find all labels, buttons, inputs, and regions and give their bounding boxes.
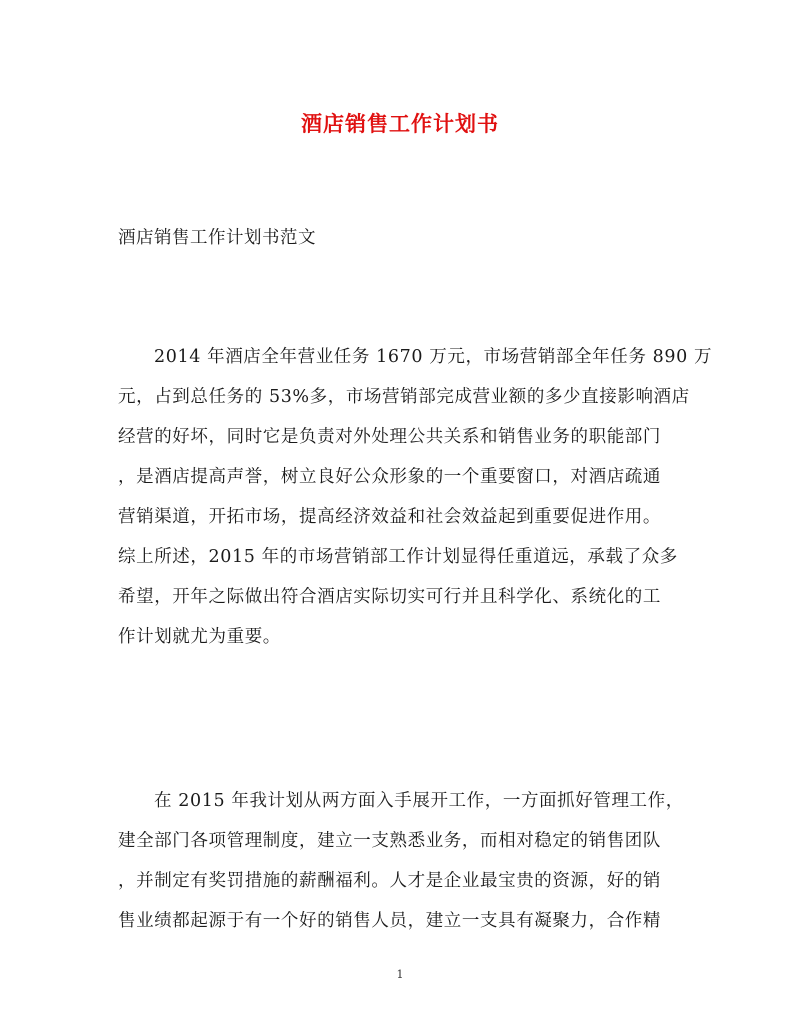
paragraph-line: 营销渠道，开拓市场，提高经济效益和社会效益起到重要促进作用。 bbox=[118, 507, 661, 527]
page-number: 1 bbox=[396, 968, 404, 981]
paragraph-1 bbox=[118, 337, 713, 657]
paragraph-2 bbox=[118, 781, 688, 941]
paragraph-line: 希望，开年之际做出符合酒店实际切实可行并且科学化、系统化的工 bbox=[118, 587, 661, 607]
paragraph-line: 经营的好坏，同时它是负责对外处理公共关系和销售业务的职能部门 bbox=[118, 427, 661, 447]
document-title: 酒店销售工作计划书 bbox=[301, 111, 499, 136]
paragraph-line: 建全部门各项管理制度，建立一支熟悉业务，而相对稳定的销售团队 bbox=[118, 831, 661, 851]
paragraph-line: 售业绩都起源于有一个好的销售人员，建立一支具有凝聚力，合作精 bbox=[118, 911, 661, 931]
paragraph-line: 2014 年酒店全年营业任务 1670 万元，市场营销部全年任务 890 万 bbox=[154, 347, 713, 367]
document-subtitle: 酒店销售工作计划书范文 bbox=[118, 228, 316, 248]
paragraph-line: 元，占到总任务的 53%多，市场营销部完成营业额的多少直接影响酒店 bbox=[118, 387, 690, 407]
paragraph-line: 综上所述，2015 年的市场营销部工作计划显得任重道远，承载了众多 bbox=[118, 547, 678, 567]
paragraph-line: ，并制定有奖罚措施的薪酬福利。人才是企业最宝贵的资源，好的销 bbox=[118, 871, 661, 891]
paragraph-line: 作计划就尤为重要。 bbox=[118, 627, 281, 647]
paragraph-line: ，是酒店提高声誉，树立良好公众形象的一个重要窗口，对酒店疏通 bbox=[118, 467, 661, 487]
paragraph-line: 在 2015 年我计划从两方面入手展开工作，一方面抓好管理工作， bbox=[154, 791, 684, 811]
